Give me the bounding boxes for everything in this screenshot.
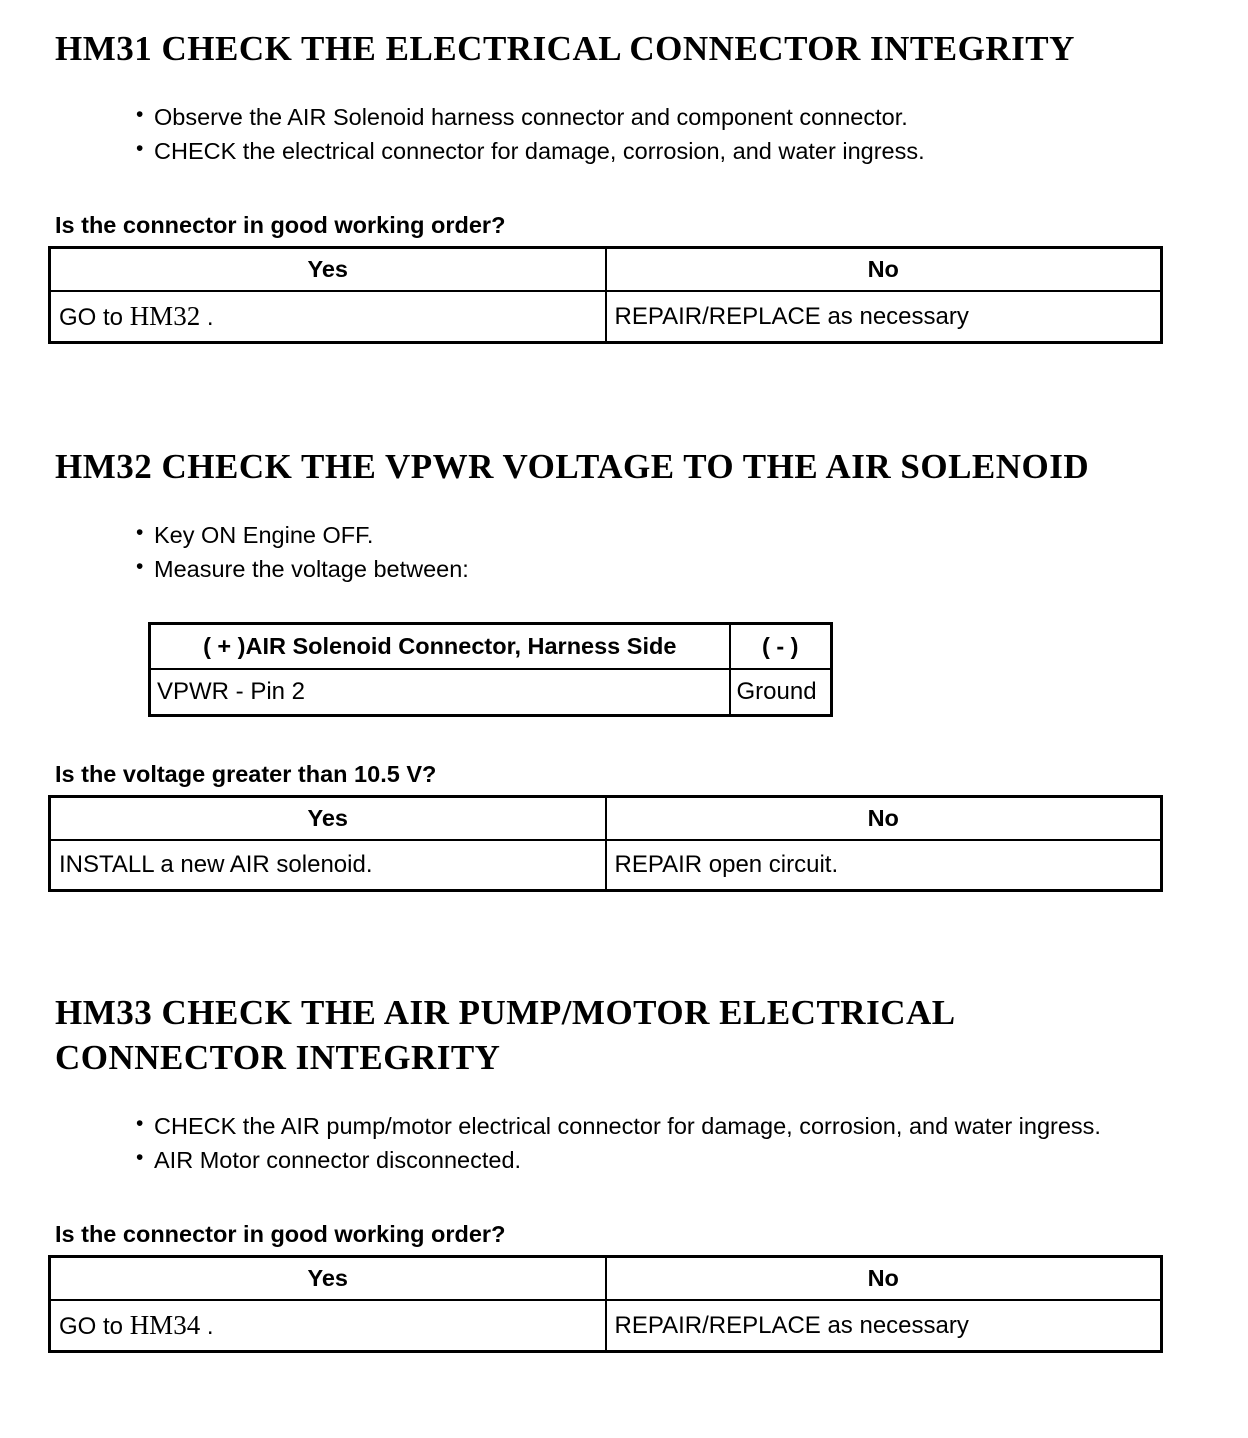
bullet-icon: • (136, 102, 144, 126)
decision-table (48, 1255, 1163, 1354)
yes-header-cell: Yes (50, 247, 606, 291)
question-text: Is the voltage greater than 10.5 V? (55, 760, 437, 787)
table-header-row (50, 247, 1162, 291)
bullet-list (136, 518, 1163, 586)
bullet-icon: • (136, 136, 144, 160)
bullet-icon: • (136, 520, 144, 544)
bullet-item (136, 1109, 1156, 1143)
yes-action-cell (50, 291, 606, 343)
section-hm33 (48, 990, 1163, 1354)
bullet-text: CHECK the AIR pump/motor electrical connector for damage, corrosion, and water ingress. (154, 1112, 1101, 1139)
no-action-cell: REPAIR/REPLACE as necessary (606, 291, 1162, 343)
bullet-item (136, 1143, 1156, 1177)
table-header-row (150, 623, 832, 669)
bullet-item (136, 134, 1156, 168)
yes-action-cell: INSTALL a new AIR solenoid. (50, 840, 606, 890)
table-row (50, 291, 1162, 343)
section-hm31 (48, 26, 1163, 344)
bullet-list (136, 1109, 1163, 1177)
question-text: Is the connector in good working order? (55, 211, 506, 238)
no-action-cell: REPAIR/REPLACE as necessary (606, 1300, 1162, 1352)
action-prefix: GO to (59, 304, 130, 332)
bullet-text: Observe the AIR Solenoid harness connector and component connector. (154, 103, 908, 130)
no-header-cell: No (606, 796, 1162, 840)
hm32-link[interactable]: HM32 (129, 301, 201, 332)
yes-header-cell: Yes (50, 796, 606, 840)
bullet-item (136, 100, 1156, 134)
section-title: HM33 CHECK THE AIR PUMP/MOTOR ELECTRICAL CONNECTOR INTEGRITY (55, 992, 954, 1078)
hm34-link[interactable]: HM34 (129, 1310, 201, 1341)
negative-header-cell: ( - ) (730, 623, 832, 669)
measurement-table (148, 622, 833, 717)
yes-action-cell (50, 1300, 606, 1352)
bullet-item (136, 518, 1156, 552)
question-text: Is the connector in good working order? (55, 1220, 506, 1247)
bullet-text: Measure the voltage between: (154, 555, 469, 582)
positive-value-cell: VPWR - Pin 2 (150, 669, 730, 716)
table-row (50, 1300, 1162, 1352)
positive-header-cell: ( + )AIR Solenoid Connector, Harness Side (150, 623, 730, 669)
table-row (50, 840, 1162, 890)
no-header-cell: No (606, 247, 1162, 291)
action-prefix: GO to (59, 1313, 130, 1341)
bullet-icon: • (136, 1111, 144, 1135)
table-row (150, 669, 832, 716)
bullet-text: Key ON Engine OFF. (154, 521, 374, 548)
section-title: HM32 CHECK THE VPWR VOLTAGE TO THE AIR SOLENOID (55, 447, 1090, 487)
action-suffix: . (200, 304, 214, 332)
decision-table (48, 795, 1163, 892)
bullet-text: AIR Motor connector disconnected. (154, 1146, 522, 1173)
negative-value-cell: Ground (730, 669, 832, 716)
decision-table (48, 246, 1163, 345)
section-hm32 (48, 444, 1163, 892)
bullet-text: CHECK the electrical connector for damage, corrosion, and water ingress. (154, 137, 925, 164)
section-title: HM31 CHECK THE ELECTRICAL CONNECTOR INTEGRITY (55, 29, 1075, 68)
table-header-row (50, 1256, 1162, 1300)
table-header-row (50, 796, 1162, 840)
action-suffix: . (200, 1313, 214, 1341)
no-action-cell: REPAIR open circuit. (606, 840, 1162, 890)
yes-header-cell: Yes (50, 1256, 606, 1300)
bullet-item (136, 552, 1156, 586)
bullet-icon: • (136, 554, 144, 578)
bullet-icon: • (136, 1145, 144, 1169)
no-header-cell: No (606, 1256, 1162, 1300)
bullet-list (136, 100, 1163, 168)
